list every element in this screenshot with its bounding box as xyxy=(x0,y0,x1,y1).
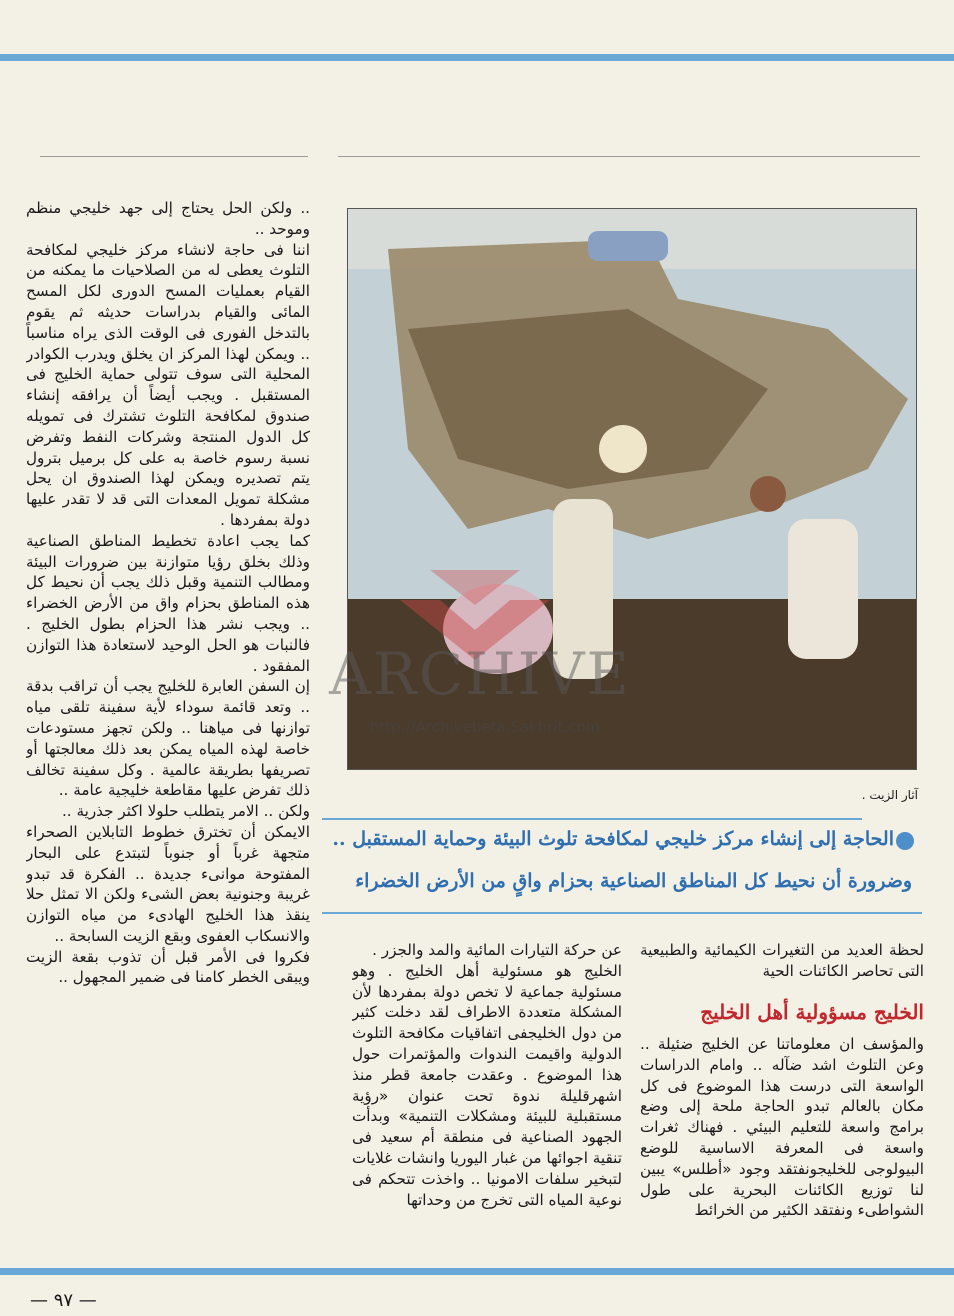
pullquote-top-rule xyxy=(322,818,862,820)
paragraph: .. ولكن الحل يحتاج إلى جهد خليجي منظم وموحد .. xyxy=(26,199,310,238)
section-subheading: الخليج مسؤولية أهل الخليج xyxy=(700,1000,924,1024)
bullet-icon xyxy=(896,832,914,850)
pullquote-line-2: وضرورة أن نحيط كل المناطق الصناعية بحزام واقٍ من الأرض الخضراء xyxy=(355,870,912,892)
paragraph: اننا فى حاجة لانشاء مركز خليجي لمكافحة التلوث يعطى له من الصلاحيات ما يمكنه من القيام بعمليات المسح الدورى لكل المسح المائى والقيام بدراسات حديثه ثم يقوم بالتدخل الفورى فى الوقت الذى يراه مناسباً .. ويمكن لهذا المركز ان يخلق ويدرب الكوادر المحلية التى سوف تتولى حماية الخليج فى المستقبل . ويجب أيضاً أن يرافقه إنشاء صندوق لمكافحة التلوث تشترك فى تمويله كل الدول المنتجة وشركات النفط وتفرض نسبة رسوم خاصة به على كل برميل بترول يتم تصديره ويمكن لهذا الصندوق ان يحل مشكلة تمويل المعدات التى قد لا تقدر عليها دولة بمفردها . xyxy=(26,240,310,529)
article-column-middle xyxy=(352,940,622,1262)
pullquote-bottom-rule xyxy=(322,912,922,914)
paragraph: عن حركة التيارات المائية والمد والجزر . xyxy=(372,941,622,959)
bottom-blue-band xyxy=(0,1268,954,1275)
paragraph: فكروا فى الأمر قبل أن تذوب بقعة الزيت ويبقى الخطر كامنا فى ضمير المجهول .. xyxy=(26,947,310,987)
paragraph: الايمكن أن تخترق خطوط التابلاين الصحراء متجهة غرباً أو جنوباً لتبتدع على البحار المفتوحة موانىء جديدة .. الفكرة قد تبدو غريبة وجنونية بعض الشىء ولكن الا تمثل حلا ينقذ هذا الخليج الهادىء من مياه التوازن والانسكاب العفوى وبقع الزيت السابحة .. xyxy=(26,822,310,945)
pullquote-line-1: الحاجة إلى إنشاء مركز خليجي لمكافحة تلوث البيئة وحماية المستقبل .. xyxy=(332,828,894,850)
article-column-left-lower xyxy=(640,1034,924,1260)
paragraph: والمؤسف ان معلوماتنا عن الخليج ضئيلة .. وعن التلوث اشد ضآله .. وامام الدراسات الواسعة التى درست هذا الموضوع فى كل مكان بالعالم تبدو الحاجة ملحة إلى وضع برامج واسعة للتعليم البيئي . فهناك ثغرات واسعة فى المعرفة الاساسية للوضع البيولوجى للخليجونفتقد وجود «أطلس» يبين لنا توزيع الكائنات البحرية على طول الشواطىء ونفتقد الكثير من الخرائط xyxy=(640,1035,924,1220)
article-column-right xyxy=(26,198,310,1252)
photo-caption: آثار الزيت . xyxy=(861,788,918,802)
top-blue-band xyxy=(0,54,954,61)
top-rule-left xyxy=(338,156,920,157)
paragraph: الخليج هو مسئولية أهل الخليج . وهو مسئولية جماعية لا تخص دولة بمفردها لأن المشكلة متعددة الاطراف لقد دخلت كثير من دول الخليجفى اتفاقيات مكافحة التلوث الدولية واقيمت الندوات والمؤتمرات حول هذا الموضوع . وعقدت جامعة قطر منذ اشهرقليلة ندوة تحت عنوان «رؤية مستقبلية للبيئة ومشكلات التنمية» وبدأت الجهود الصناعية فى منطقة أم سعيد فى تنقية اجوائها من غبار اليوريا وانشات غلايات لتبخير سلفات الامونيا .. واخذت تتحكم فى نوعية المياه التى تخرج من وحداتها xyxy=(352,961,622,1209)
top-rule-right xyxy=(40,156,308,157)
paragraph: إن السفن العابرة للخليج يجب أن تراقب بدقة .. وتعد قائمة سوداء لأية سفينة تلقى مياه توازنها فى مياهنا .. ولكن تجهز مستودعات خاصة لهذه المياه يمكن بعد ذلك معالجتها أو تصريفها بطريقة عالمية . وكل سفينة تخالف ذلك تفرض عليها مقاطعة خليجية عامة .. xyxy=(26,677,310,800)
archive-watermark-url: http://Archivebeta.Sakhrit.com xyxy=(369,718,601,736)
paragraph: كما يجب اعادة تخطيط المناطق الصناعية وذلك بخلق رؤيا متوازنة بين ضرورات البيئة ومطالب التنمية وقبل ذلك يجب أن نحيط كل هذه المناطق بحزام واق من الأرض الخضراء .. ويجب نشر هذا الحزام بطول الخليج . فالنبات هو الحل الوحيد لاستعادة هذا التوازن المفقود . xyxy=(26,531,310,675)
paragraph: ولكن .. الامر يتطلب حلولا اكثر جذرية .. xyxy=(61,802,310,821)
archive-watermark: ARCHIVE xyxy=(329,640,631,708)
article-column-left xyxy=(640,940,924,1000)
paragraph: لحظة العديد من التغيرات الكيمائية والطبيعية التى تحاصر الكائنات الحية xyxy=(640,941,924,980)
page-number: — ٩٧ — xyxy=(30,1290,97,1311)
